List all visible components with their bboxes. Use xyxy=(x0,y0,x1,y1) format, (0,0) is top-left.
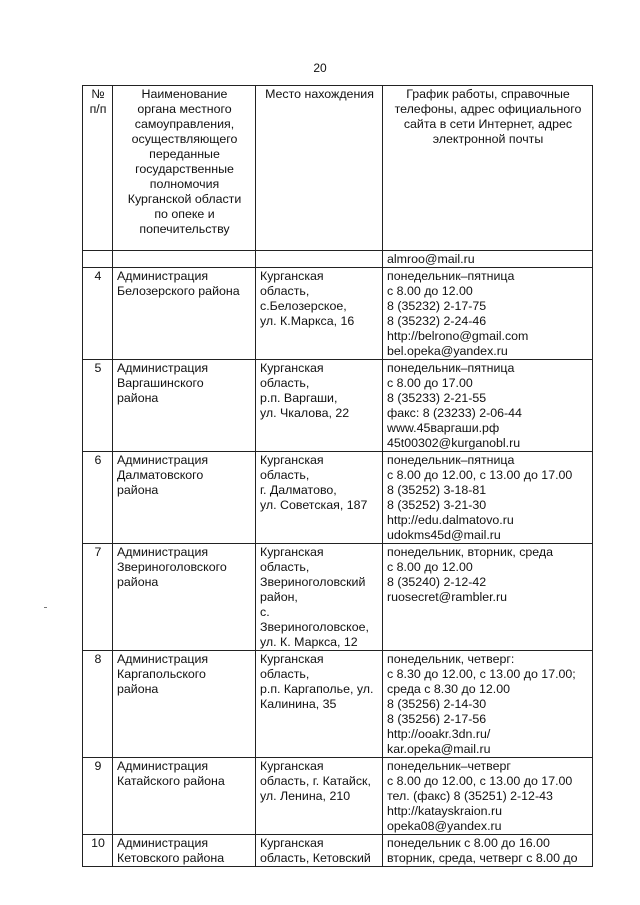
cell-number: 6 xyxy=(83,452,113,544)
cell-number: 7 xyxy=(83,544,113,651)
cell-number: 10 xyxy=(83,835,113,867)
cell-authority-name xyxy=(113,251,256,268)
table-row-continuation xyxy=(83,251,593,268)
cell-contacts: понедельник–пятница с 8.00 до 17.00 8 (35233) 2-21-55 факс: 8 (23233) 2-06-44 www.45варгаши.рф 45t00302@kurganobl.ru xyxy=(383,360,593,452)
cell-location: Курганская область, г. Катайск, ул. Ленина, 210 xyxy=(256,758,383,835)
page-number: 20 xyxy=(313,61,327,75)
cell-contacts: понедельник–четверг с 8.00 до 12.00, с 13.00 до 17.00 тел. (факс) 8 (35251) 2-12-43 http://katayskraion.ru opeka08@yandex.ru xyxy=(383,758,593,835)
cell-contacts: понедельник с 8.00 до 16.00 вторник, среда, четверг с 8.00 до xyxy=(383,835,593,867)
table-row xyxy=(83,360,593,452)
cell-contacts: понедельник, вторник, среда с 8.00 до 12.00 8 (35240) 2-12-42 ruosecret@rambler.ru xyxy=(383,544,593,651)
cell-authority-name: Администрация Звериноголовского района xyxy=(113,544,256,651)
table-row xyxy=(83,268,593,360)
header-number: № п/п xyxy=(83,86,113,251)
authorities-table xyxy=(82,85,593,867)
cell-location: Курганская область, р.п. Варгаши, ул. Чкалова, 22 xyxy=(256,360,383,452)
cell-authority-name: Администрация Каргапольского района xyxy=(113,651,256,758)
table-row xyxy=(83,835,593,867)
cell-number: 5 xyxy=(83,360,113,452)
cell-authority-name: Администрация Варгашинского района xyxy=(113,360,256,452)
cell-authority-name: Администрация Кетовского района xyxy=(113,835,256,867)
header-contacts: График работы, справочные телефоны, адрес официального сайта в сети Интернет, адрес электронной почты xyxy=(383,86,593,251)
cell-contacts: понедельник, четверг: с 8.30 до 12.00, с 13.00 до 17.00; среда с 8.30 до 12.00 8 (35256) 2-14-30 8 (35256) 2-17-56 http://ooakr.3dn.ru/ kar.opeka@mail.ru xyxy=(383,651,593,758)
cell-authority-name: Администрация Белозерского района xyxy=(113,268,256,360)
header-location: Место нахождения xyxy=(256,86,383,251)
table-row xyxy=(83,651,593,758)
cell-location: Курганская область, р.п. Каргаполье, ул. Калинина, 35 xyxy=(256,651,383,758)
scan-mark xyxy=(44,607,47,608)
table-header-row xyxy=(83,86,593,251)
table-row xyxy=(83,452,593,544)
cell-contacts: almroo@mail.ru xyxy=(383,251,593,268)
cell-contacts: понедельник–пятница с 8.00 до 12.00 8 (35232) 2-17-75 8 (35232) 2-24-46 http://belrono@gmail.com bel.opeka@yandex.ru xyxy=(383,268,593,360)
cell-number: 9 xyxy=(83,758,113,835)
cell-number: 4 xyxy=(83,268,113,360)
cell-location: Курганская область, Кетовский xyxy=(256,835,383,867)
cell-location xyxy=(256,251,383,268)
table-row xyxy=(83,758,593,835)
cell-authority-name: Администрация Далматовского района xyxy=(113,452,256,544)
cell-location: Курганская область, Звериноголовский район, с. Звериноголовское, ул. К. Маркса, 12 xyxy=(256,544,383,651)
table-row xyxy=(83,544,593,651)
cell-authority-name: Администрация Катайского района xyxy=(113,758,256,835)
cell-contacts: понедельник–пятница с 8.00 до 12.00, с 13.00 до 17.00 8 (35252) 3-18-81 8 (35252) 3-21-30 http://edu.dalmatovo.ru udokms45d@mail.ru xyxy=(383,452,593,544)
cell-number xyxy=(83,251,113,268)
cell-location: Курганская область, г. Далматово, ул. Советская, 187 xyxy=(256,452,383,544)
cell-number: 8 xyxy=(83,651,113,758)
cell-location: Курганская область, с.Белозерское, ул. К.Маркса, 16 xyxy=(256,268,383,360)
header-authority-name: Наименование органа местного самоуправления, осуществляющего переданные государственные полномочия Курганской области по опеке и попечительству xyxy=(113,86,256,251)
